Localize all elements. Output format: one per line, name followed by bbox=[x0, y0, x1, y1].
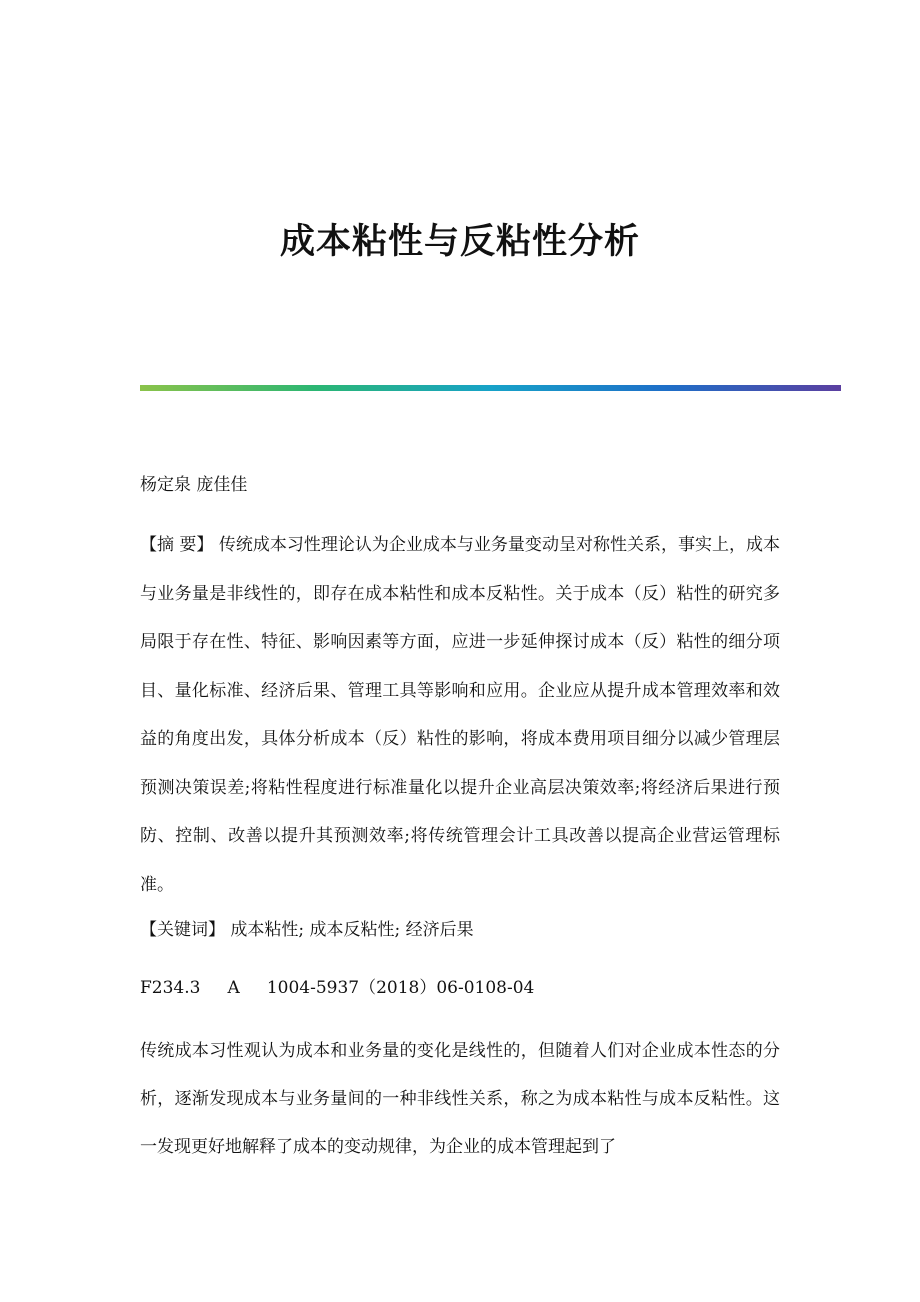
abstract-label: 【摘 要】 bbox=[140, 535, 214, 555]
title-divider bbox=[140, 385, 841, 391]
clc-number: F234.3 bbox=[140, 978, 201, 998]
keywords-label: 【关键词】 bbox=[140, 920, 225, 940]
keywords-text: 成本粘性; 成本反粘性; 经济后果 bbox=[225, 920, 474, 940]
body-paragraph: 传统成本习性观认为成本和业务量的变化是线性的，但随着人们对企业成本性态的分析，逐渐发现成本与业务量间的一种非线性关系，称之为成本粘性与成本反粘性。这一发现更好地解释了成本的变动规律，为企业的成本管理起到了 bbox=[140, 1041, 780, 1157]
abstract bbox=[140, 521, 780, 909]
document-code: A bbox=[227, 978, 240, 998]
authors: 杨定泉 庞佳佳 bbox=[140, 475, 248, 495]
article-id: 1004-5937（2018）06-0108-04 bbox=[266, 978, 535, 998]
abstract-text: 传统成本习性理论认为企业成本与业务量变动呈对称性关系，事实上，成本与业务量是非线性的，即存在成本粘性和成本反粘性。关于成本（反）粘性的研究多局限于存在性、特征、影响因素等方面，应进一步延伸探讨成本（反）粘性的细分项目、量化标准、经济后果、管理工具等影响和应用。企业应从提升成本管理效率和效益的角度出发，具体分析成本（反）粘性的影响，将成本费用项目细分以减少管理层预测决策误差;将粘性程度进行标准量化以提升企业高层决策效率;将经济后果进行预防、控制、改善以提升其预测效率;将传统管理会计工具改善以提高企业营运管理标准。 bbox=[140, 535, 781, 895]
keywords bbox=[140, 914, 780, 946]
classification-line bbox=[140, 972, 780, 1004]
document-title: 成本粘性与反粘性分析 bbox=[279, 222, 640, 262]
